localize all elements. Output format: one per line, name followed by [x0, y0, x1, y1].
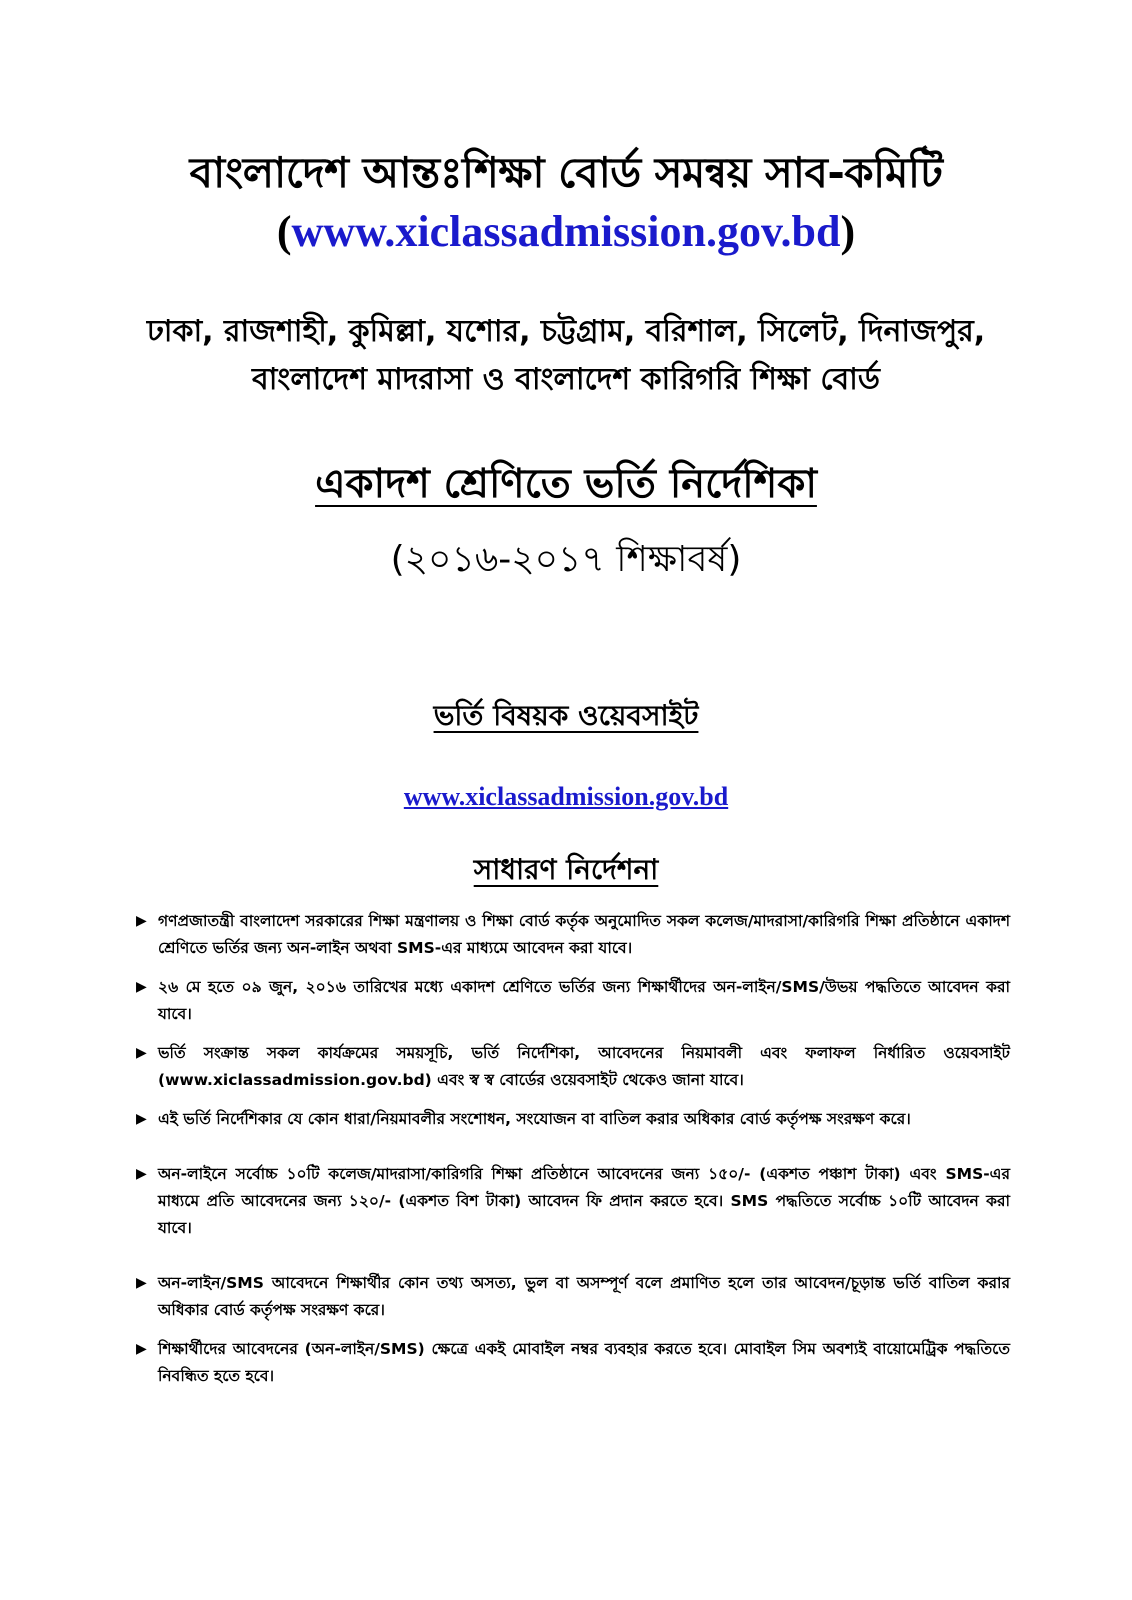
- triangle-bullet-icon: ▶: [136, 1166, 147, 1182]
- list-item-text: গণপ্রজাতন্ত্রী বাংলাদেশ সরকারের শিক্ষা মন্ত্রণালয় ও শিক্ষা বোর্ড কর্তৃক অনুমোদিত সকল কলেজ/মাদরাসা/কারিগরি শিক্ষা প্রতিষ্ঠানে একাদশ শ্রেণিতে ভর্তির জন্য অন-লাইন অথবা SMS-এর মাধ্যমে আবেদন করা যাবে।: [158, 912, 1010, 957]
- list-item: [136, 908, 1010, 962]
- admission-website-link[interactable]: www.xiclassadmission.gov.bd: [403, 782, 729, 811]
- list-item-text: শিক্ষার্থীদের আবেদনের (অন-লাইন/SMS) ক্ষেত্রে একই মোবাইল নম্বর ব্যবহার করতে হবে। মোবাইল সিম অবশ্যই বায়োমেট্রিক পদ্ধতিতে নিবন্ধিত হতে হবে।: [158, 1340, 1010, 1385]
- list-item: [136, 1270, 1010, 1324]
- list-item: [136, 974, 1010, 1028]
- general-instructions-heading-text: সাধারণ নির্দেশনা: [473, 853, 659, 886]
- list-item-text: অন-লাইন/SMS আবেদনে শিক্ষার্থীর কোন তথ্য অসত্য, ভুল বা অসম্পূর্ণ বলে প্রমাণিত হলে তার আবেদন/চূড়ান্ত ভর্তি বাতিল করার অধিকার বোর্ড কর্তৃপক্ষ সংরক্ষণ করে।: [158, 1274, 1010, 1319]
- list-item-text: এই ভর্তি নির্দেশিকার যে কোন ধারা/নিয়মাবলীর সংশোধন, সংযোজন বা বাতিল করার অধিকার বোর্ড কর্তৃপক্ষ সংরক্ষণ করে।: [158, 1110, 911, 1128]
- paren-open: (: [276, 207, 292, 256]
- header-website-link[interactable]: www.xiclassadmission.gov.bd: [291, 207, 841, 256]
- education-boards: [0, 308, 1132, 404]
- list-item: [136, 1161, 1010, 1242]
- general-instructions-list: [136, 908, 1010, 1390]
- triangle-bullet-icon: ▶: [136, 1275, 147, 1291]
- boards-line-1: ঢাকা, রাজশাহী, কুমিল্লা, যশোর, চট্টগ্রাম, বরিশাল, সিলেট, দিনাজপুর,: [146, 314, 986, 349]
- triangle-bullet-icon: ▶: [136, 913, 147, 929]
- list-item: [136, 1106, 1010, 1133]
- document-title: [0, 452, 1132, 519]
- admission-website-heading-text: ভর্তি বিষয়ক ওয়েবসাইট: [433, 699, 699, 732]
- paren-close: ): [840, 207, 856, 256]
- document-title-text: একাদশ শ্রেণিতে ভর্তি নির্দেশিকা: [315, 461, 817, 507]
- list-item: [136, 1336, 1010, 1390]
- triangle-bullet-icon: ▶: [136, 979, 147, 995]
- admission-website-heading: [0, 694, 1132, 741]
- general-instructions-heading: [0, 848, 1132, 895]
- header-website: [0, 206, 1132, 257]
- committee-title: বাংলাদেশ আন্তঃশিক্ষা বোর্ড সমন্বয় সাব-কমিটি: [189, 148, 943, 197]
- list-item: [136, 1040, 1010, 1094]
- admission-website-link-row: [0, 782, 1132, 812]
- triangle-bullet-icon: ▶: [136, 1045, 147, 1061]
- list-item-text: অন-লাইনে সর্বোচ্চ ১০টি কলেজ/মাদরাসা/কারিগরি শিক্ষা প্রতিষ্ঠানে আবেদনের জন্য ১৫০/- (একশত পঞ্চাশ টাকা) এবং SMS-এর মাধ্যমে প্রতি আবেদনের জন্য ১২০/- (একশত বিশ টাকা) আবেদন ফি প্রদান করতে হবে। SMS পদ্ধতিতে সর্বোচ্চ ১০টি আবেদন করা যাবে।: [158, 1165, 1010, 1237]
- list-item-text: ২৬ মে হতে ০৯ জুন, ২০১৬ তারিখের মধ্যে একাদশ শ্রেণিতে ভর্তির জন্য শিক্ষার্থীদের অন-লাইন/SMS/উভয় পদ্ধতিতে আবেদন করা যাবে।: [158, 978, 1010, 1023]
- triangle-bullet-icon: ▶: [136, 1341, 147, 1357]
- boards-line-2: বাংলাদেশ মাদরাসা ও বাংলাদেশ কারিগরি শিক্ষা বোর্ড: [252, 362, 880, 397]
- triangle-bullet-icon: ▶: [136, 1111, 147, 1127]
- academic-session: (২০১৬-২০১৭ শিক্ষাবর্ষ): [390, 539, 742, 580]
- list-item-text: ভর্তি সংক্রান্ত সকল কার্যক্রমের সময়সূচি, ভর্তি নির্দেশিকা, আবেদনের নিয়মাবলী এবং ফলাফল নির্ধারিত ওয়েবসাইট (www.xiclassadmission.gov.bd) এবং স্ব স্ব বোর্ডের ওয়েবসাইট থেকেও জানা যাবে।: [158, 1044, 1010, 1089]
